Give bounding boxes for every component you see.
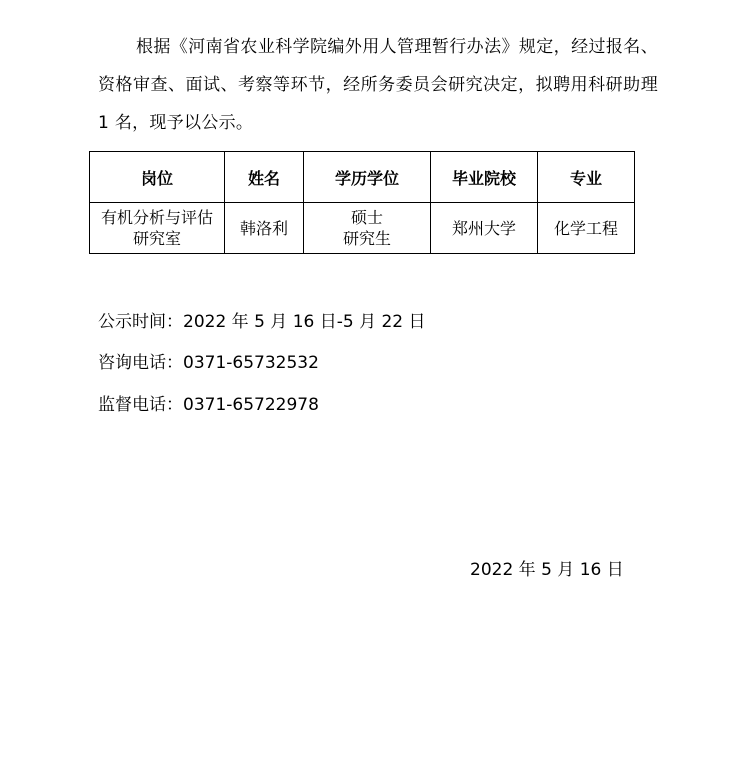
header-major: 专业 <box>538 152 635 203</box>
cell-name: 韩洛利 <box>225 203 304 254</box>
cell-degree-line1: 硕士 <box>350 208 383 227</box>
header-post: 岗位 <box>90 152 225 203</box>
issue-date: 2022 年 5 月 16 日 <box>470 560 624 580</box>
cell-school: 郑州大学 <box>431 203 538 254</box>
header-name: 姓名 <box>225 152 304 203</box>
consult-phone: 咨询电话：0371-65732532 <box>98 353 319 373</box>
header-degree: 学历学位 <box>304 152 431 203</box>
cell-post-line1: 有机分析与评估 <box>100 208 213 227</box>
cell-degree-line2: 研究生 <box>342 229 391 248</box>
hiring-table <box>89 151 635 254</box>
announcement-period: 公示时间：2022 年 5 月 16 日-5 月 22 日 <box>98 312 426 332</box>
cell-post-line2: 研究室 <box>132 229 181 248</box>
header-school: 毕业院校 <box>431 152 538 203</box>
cell-major: 化学工程 <box>538 203 635 254</box>
table-header-row <box>90 152 635 203</box>
supervise-phone: 监督电话：0371-65722978 <box>98 395 319 415</box>
intro-paragraph: 根据《河南省农业科学院编外用人管理暂行办法》规定，经过报名、资格审查、面试、考察等环节，经所务委员会研究决定，拟聘用科研助理 1 名，现予以公示。 <box>98 37 658 133</box>
table-row <box>90 203 635 254</box>
cell-degree <box>304 203 431 254</box>
cell-post <box>90 203 225 254</box>
